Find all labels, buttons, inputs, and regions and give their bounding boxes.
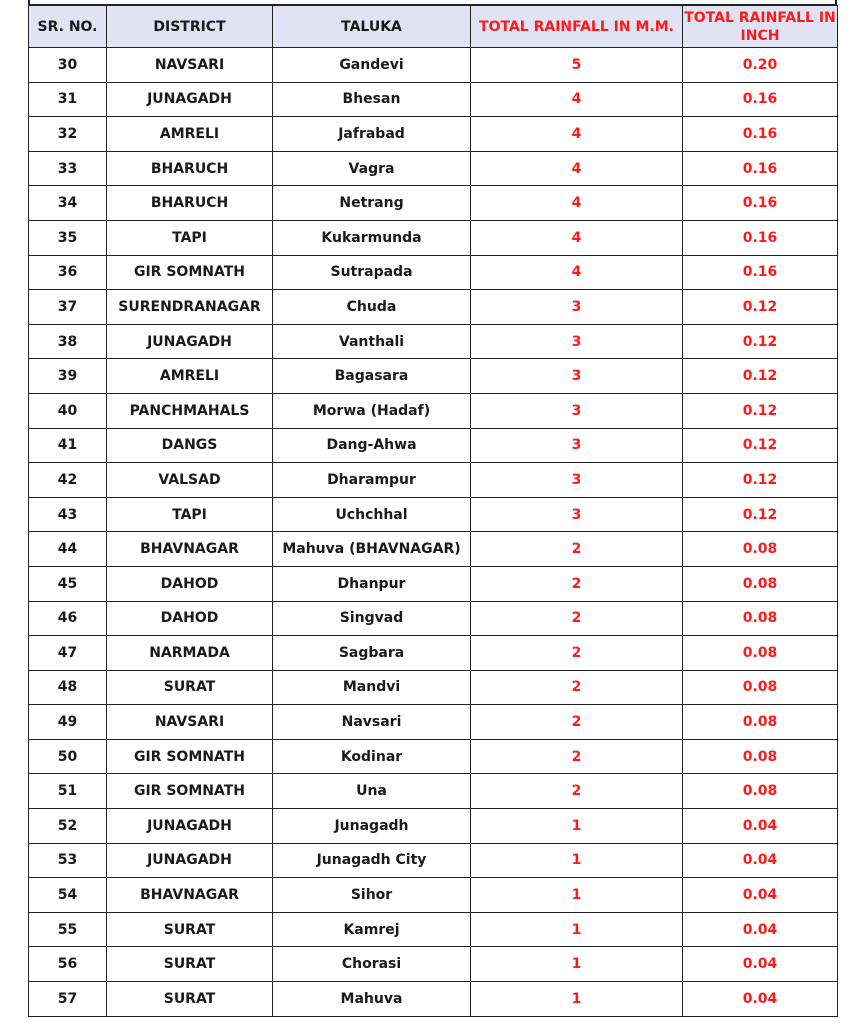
cell-taluka: Vagra	[273, 151, 471, 186]
cell-sr-no: 39	[29, 359, 107, 394]
cell-district: SURAT	[107, 982, 273, 1017]
cell-district: GIR SOMNATH	[107, 774, 273, 809]
table-row	[29, 912, 838, 947]
cell-district: GIR SOMNATH	[107, 739, 273, 774]
cell-rainfall-inch: 0.12	[683, 463, 838, 498]
cell-rainfall-inch: 0.08	[683, 566, 838, 601]
cell-sr-no: 35	[29, 220, 107, 255]
cell-rainfall-mm: 2	[471, 670, 683, 705]
cell-rainfall-inch: 0.04	[683, 912, 838, 947]
cell-taluka: Una	[273, 774, 471, 809]
cell-taluka: Sagbara	[273, 636, 471, 671]
table-row	[29, 566, 838, 601]
cell-district: PANCHMAHALS	[107, 393, 273, 428]
cell-taluka: Jafrabad	[273, 117, 471, 152]
header-taluka: TALUKA	[273, 6, 471, 48]
cell-sr-no: 47	[29, 636, 107, 671]
cell-sr-no: 41	[29, 428, 107, 463]
table-row	[29, 428, 838, 463]
cell-district: AMRELI	[107, 359, 273, 394]
cell-rainfall-inch: 0.20	[683, 48, 838, 83]
cell-sr-no: 56	[29, 947, 107, 982]
cell-rainfall-mm: 3	[471, 428, 683, 463]
cell-sr-no: 52	[29, 809, 107, 844]
cell-taluka: Sutrapada	[273, 255, 471, 290]
cell-sr-no: 49	[29, 705, 107, 740]
cell-taluka: Uchchhal	[273, 497, 471, 532]
table-row	[29, 809, 838, 844]
table-row	[29, 878, 838, 913]
header-sr-no: SR. NO.	[29, 6, 107, 48]
table-row	[29, 463, 838, 498]
cell-sr-no: 40	[29, 393, 107, 428]
cell-rainfall-inch: 0.16	[683, 220, 838, 255]
cell-taluka: Gandevi	[273, 48, 471, 83]
cell-sr-no: 37	[29, 290, 107, 325]
cell-taluka: Mandvi	[273, 670, 471, 705]
cell-rainfall-mm: 1	[471, 843, 683, 878]
cell-rainfall-mm: 1	[471, 878, 683, 913]
cell-district: VALSAD	[107, 463, 273, 498]
cell-taluka: Junagadh City	[273, 843, 471, 878]
cell-district: BHARUCH	[107, 151, 273, 186]
cell-rainfall-mm: 4	[471, 117, 683, 152]
cell-rainfall-mm: 1	[471, 982, 683, 1017]
cell-rainfall-mm: 3	[471, 324, 683, 359]
table-row	[29, 601, 838, 636]
cell-sr-no: 42	[29, 463, 107, 498]
cell-rainfall-mm: 1	[471, 912, 683, 947]
cell-district: DANGS	[107, 428, 273, 463]
cell-taluka: Bhesan	[273, 82, 471, 117]
cell-taluka: Sihor	[273, 878, 471, 913]
cell-taluka: Dharampur	[273, 463, 471, 498]
cell-district: TAPI	[107, 220, 273, 255]
table-row	[29, 774, 838, 809]
cell-rainfall-inch: 0.12	[683, 393, 838, 428]
cell-rainfall-mm: 1	[471, 809, 683, 844]
cell-rainfall-inch: 0.08	[683, 601, 838, 636]
cell-rainfall-mm: 2	[471, 532, 683, 567]
cell-sr-no: 30	[29, 48, 107, 83]
table-body	[29, 48, 838, 1017]
cell-rainfall-mm: 3	[471, 393, 683, 428]
table-row	[29, 393, 838, 428]
table-row	[29, 359, 838, 394]
table-row	[29, 324, 838, 359]
cell-district: SURENDRANAGAR	[107, 290, 273, 325]
header-rainfall-inch: TOTAL RAINFALL IN INCH	[683, 6, 838, 48]
cell-sr-no: 55	[29, 912, 107, 947]
cell-district: NAVSARI	[107, 48, 273, 83]
table-row	[29, 151, 838, 186]
cell-rainfall-inch: 0.12	[683, 290, 838, 325]
cell-sr-no: 36	[29, 255, 107, 290]
cell-taluka: Bagasara	[273, 359, 471, 394]
cell-rainfall-mm: 4	[471, 255, 683, 290]
cell-rainfall-mm: 1	[471, 947, 683, 982]
cell-district: JUNAGADH	[107, 843, 273, 878]
cell-rainfall-inch: 0.08	[683, 774, 838, 809]
cell-district: SURAT	[107, 947, 273, 982]
cell-sr-no: 31	[29, 82, 107, 117]
cell-rainfall-mm: 4	[471, 220, 683, 255]
cell-rainfall-mm: 2	[471, 739, 683, 774]
cell-rainfall-inch: 0.16	[683, 117, 838, 152]
cell-sr-no: 53	[29, 843, 107, 878]
table-row	[29, 739, 838, 774]
cell-district: TAPI	[107, 497, 273, 532]
cell-taluka: Dhanpur	[273, 566, 471, 601]
table-row	[29, 497, 838, 532]
cell-sr-no: 32	[29, 117, 107, 152]
cell-district: JUNAGADH	[107, 809, 273, 844]
cell-sr-no: 44	[29, 532, 107, 567]
cell-sr-no: 48	[29, 670, 107, 705]
cell-sr-no: 50	[29, 739, 107, 774]
cell-rainfall-mm: 2	[471, 566, 683, 601]
table-row	[29, 670, 838, 705]
cell-district: SURAT	[107, 912, 273, 947]
cell-taluka: Vanthali	[273, 324, 471, 359]
cell-taluka: Junagadh	[273, 809, 471, 844]
cell-rainfall-mm: 2	[471, 705, 683, 740]
cell-district: DAHOD	[107, 601, 273, 636]
cell-rainfall-mm: 3	[471, 497, 683, 532]
cell-rainfall-inch: 0.04	[683, 809, 838, 844]
cell-district: AMRELI	[107, 117, 273, 152]
table-row	[29, 636, 838, 671]
cell-rainfall-inch: 0.04	[683, 982, 838, 1017]
cell-taluka: Chorasi	[273, 947, 471, 982]
table-row	[29, 255, 838, 290]
cell-district: SURAT	[107, 670, 273, 705]
cell-rainfall-inch: 0.16	[683, 82, 838, 117]
table-row	[29, 117, 838, 152]
cell-rainfall-mm: 4	[471, 82, 683, 117]
table-row	[29, 843, 838, 878]
cell-sr-no: 43	[29, 497, 107, 532]
cell-rainfall-inch: 0.12	[683, 359, 838, 394]
cell-rainfall-mm: 3	[471, 463, 683, 498]
cell-district: DAHOD	[107, 566, 273, 601]
cell-sr-no: 51	[29, 774, 107, 809]
cell-taluka: Morwa (Hadaf)	[273, 393, 471, 428]
cell-district: BHAVNAGAR	[107, 532, 273, 567]
table-header-row	[29, 6, 838, 48]
cell-rainfall-mm: 2	[471, 601, 683, 636]
table-row	[29, 705, 838, 740]
cell-taluka: Navsari	[273, 705, 471, 740]
cell-rainfall-inch: 0.08	[683, 636, 838, 671]
cell-taluka: Dang-Ahwa	[273, 428, 471, 463]
cell-rainfall-inch: 0.12	[683, 324, 838, 359]
cell-district: NAVSARI	[107, 705, 273, 740]
cell-rainfall-inch: 0.08	[683, 705, 838, 740]
cell-sr-no: 57	[29, 982, 107, 1017]
header-district: DISTRICT	[107, 6, 273, 48]
cell-sr-no: 34	[29, 186, 107, 221]
cell-district: BHARUCH	[107, 186, 273, 221]
table-row	[29, 186, 838, 221]
table-row	[29, 947, 838, 982]
cell-rainfall-inch: 0.04	[683, 947, 838, 982]
cell-rainfall-mm: 4	[471, 151, 683, 186]
cell-taluka: Kukarmunda	[273, 220, 471, 255]
cell-rainfall-mm: 4	[471, 186, 683, 221]
cell-taluka: Singvad	[273, 601, 471, 636]
cell-rainfall-mm: 2	[471, 636, 683, 671]
cell-sr-no: 38	[29, 324, 107, 359]
cell-taluka: Kamrej	[273, 912, 471, 947]
cell-rainfall-inch: 0.08	[683, 670, 838, 705]
cell-rainfall-mm: 2	[471, 774, 683, 809]
cell-rainfall-inch: 0.16	[683, 151, 838, 186]
table-row	[29, 48, 838, 83]
cell-taluka: Chuda	[273, 290, 471, 325]
cell-rainfall-inch: 0.12	[683, 428, 838, 463]
table-row	[29, 290, 838, 325]
cell-rainfall-inch: 0.08	[683, 532, 838, 567]
cell-taluka: Netrang	[273, 186, 471, 221]
cell-rainfall-inch: 0.08	[683, 739, 838, 774]
header-rainfall-mm: TOTAL RAINFALL IN M.M.	[471, 6, 683, 48]
cell-sr-no: 45	[29, 566, 107, 601]
cell-rainfall-inch: 0.12	[683, 497, 838, 532]
cell-sr-no: 54	[29, 878, 107, 913]
cell-taluka: Mahuva	[273, 982, 471, 1017]
cell-rainfall-inch: 0.04	[683, 843, 838, 878]
cell-rainfall-mm: 3	[471, 290, 683, 325]
cell-district: BHAVNAGAR	[107, 878, 273, 913]
cell-district: NARMADA	[107, 636, 273, 671]
cell-taluka: Mahuva (BHAVNAGAR)	[273, 532, 471, 567]
rainfall-table	[28, 5, 838, 1017]
cell-rainfall-mm: 3	[471, 359, 683, 394]
cell-taluka: Kodinar	[273, 739, 471, 774]
cell-sr-no: 33	[29, 151, 107, 186]
cell-district: GIR SOMNATH	[107, 255, 273, 290]
cell-rainfall-inch: 0.04	[683, 878, 838, 913]
cell-rainfall-inch: 0.16	[683, 255, 838, 290]
table-row	[29, 982, 838, 1017]
cell-sr-no: 46	[29, 601, 107, 636]
cell-district: JUNAGADH	[107, 82, 273, 117]
cell-district: JUNAGADH	[107, 324, 273, 359]
table-row	[29, 220, 838, 255]
table-row	[29, 532, 838, 567]
cell-rainfall-mm: 5	[471, 48, 683, 83]
cell-rainfall-inch: 0.16	[683, 186, 838, 221]
table-row	[29, 82, 838, 117]
